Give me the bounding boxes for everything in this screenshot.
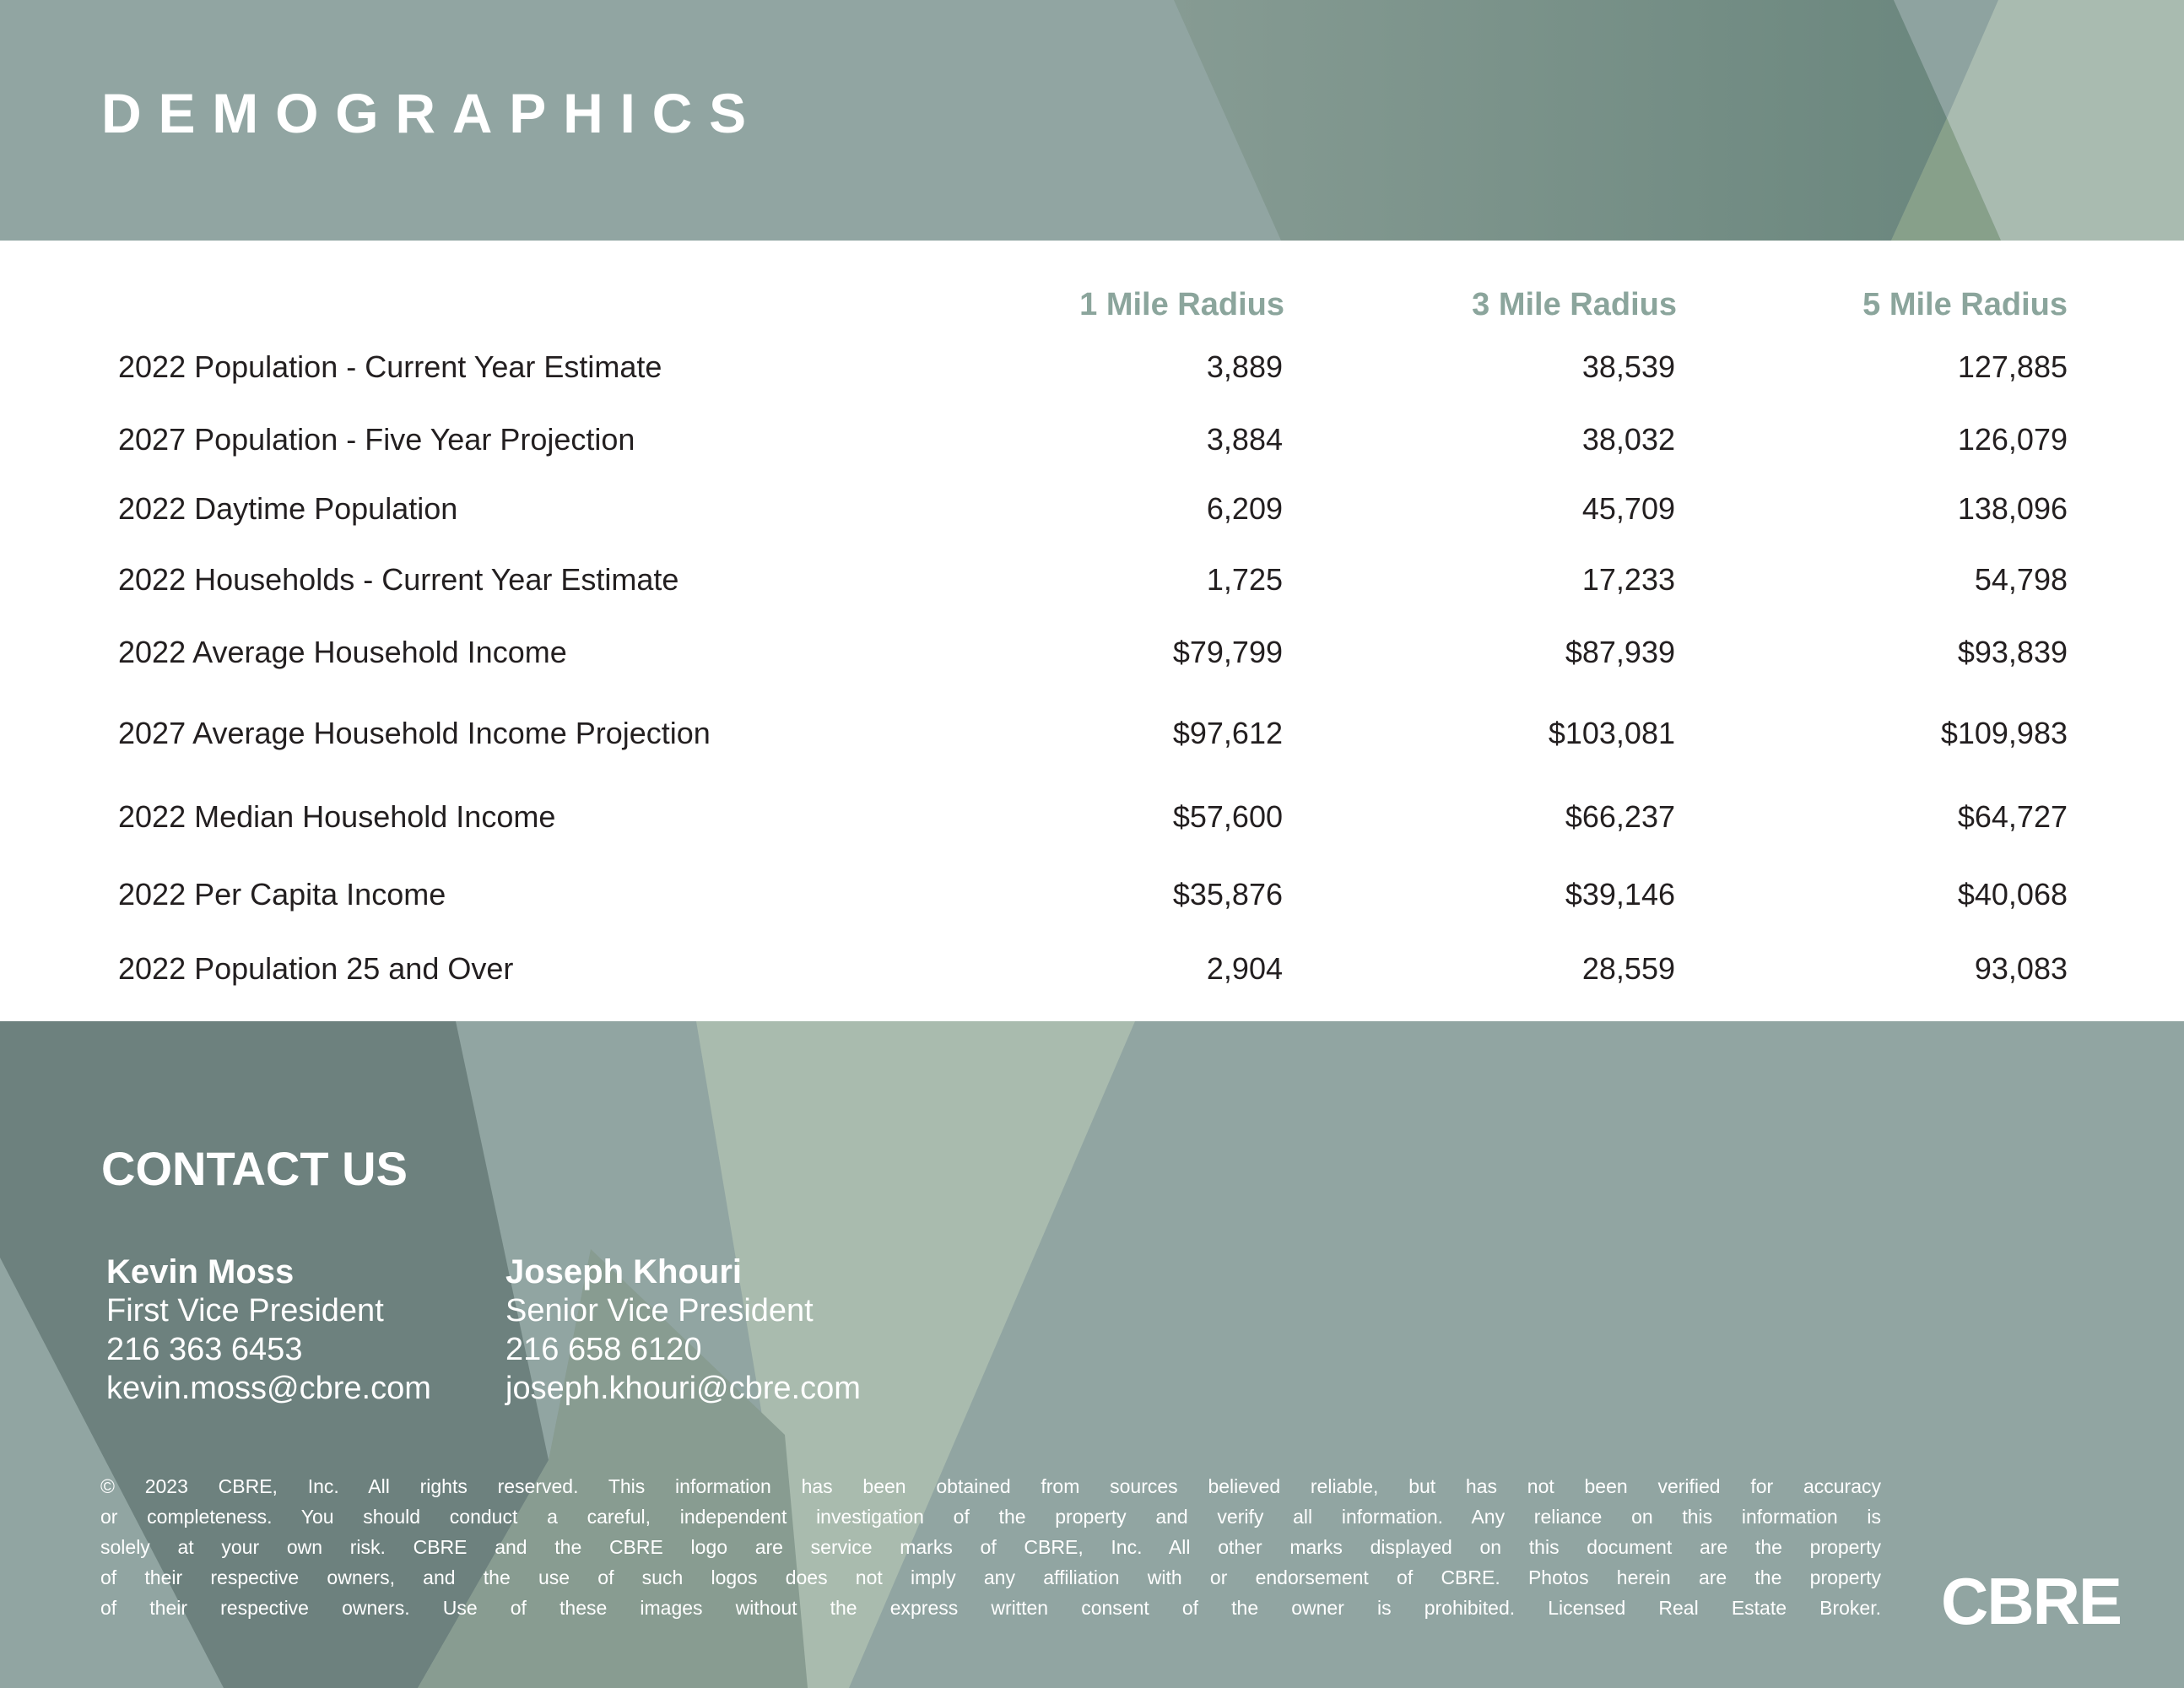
disclaimer bbox=[100, 1471, 1881, 1623]
row-value: $57,600 bbox=[1172, 799, 1283, 834]
table-row bbox=[118, 635, 2068, 677]
contact-card bbox=[505, 1252, 861, 1408]
contact-name: Joseph Khouri bbox=[505, 1253, 743, 1290]
table-row bbox=[118, 349, 2068, 392]
row-value: $35,876 bbox=[1172, 877, 1283, 912]
row-value: 127,885 bbox=[1957, 349, 2068, 384]
disclaimer-line: of their respective owners. Use of these images without the express written consent of the owner is prohibited. Licensed Real Estate Broker. bbox=[100, 1597, 1881, 1619]
row-value: 38,032 bbox=[1581, 422, 1675, 457]
row-value: $103,081 bbox=[1548, 716, 1675, 750]
contact-role: First Vice President bbox=[106, 1293, 384, 1328]
row-value: 1,725 bbox=[1206, 562, 1283, 597]
row-label: 2022 Population 25 and Over bbox=[118, 951, 514, 986]
row-label: 2022 Population - Current Year Estimate bbox=[118, 349, 662, 384]
row-value: $93,839 bbox=[1957, 635, 2068, 669]
contact-email[interactable]: joseph.khouri@cbre.com bbox=[505, 1371, 861, 1406]
row-value: 138,096 bbox=[1957, 491, 2068, 526]
row-label: 2022 Average Household Income bbox=[118, 635, 567, 669]
row-value: $87,939 bbox=[1565, 635, 1675, 669]
row-value: $79,799 bbox=[1172, 635, 1283, 669]
row-value: $109,983 bbox=[1940, 716, 2068, 750]
row-value: 126,079 bbox=[1957, 422, 2068, 457]
table-row bbox=[118, 799, 2068, 841]
row-label: 2027 Population - Five Year Projection bbox=[118, 422, 635, 457]
contact-name: Kevin Moss bbox=[106, 1253, 295, 1290]
table-row bbox=[118, 562, 2068, 604]
row-value: 45,709 bbox=[1581, 491, 1675, 526]
row-value: 2,904 bbox=[1206, 951, 1283, 986]
row-value: $39,146 bbox=[1565, 877, 1675, 912]
row-label: 2022 Median Household Income bbox=[118, 799, 556, 834]
row-value: 3,884 bbox=[1206, 422, 1283, 457]
row-label: 2022 Per Capita Income bbox=[118, 877, 446, 912]
contact-card bbox=[106, 1252, 431, 1408]
disclaimer-line: solely at your own risk. CBRE and the CBRE logo are service marks of CBRE, Inc. All other marks displayed on this document are the property bbox=[100, 1536, 1881, 1558]
cbre-logo: CBRE bbox=[1941, 1564, 2122, 1638]
column-header-1-mile: 1 Mile Radius bbox=[1079, 287, 1284, 322]
disclaimer-line: of their respective owners, and the use of such logos does not imply any affiliation with or endorsement of CBRE. Photos herein are the property bbox=[100, 1566, 1881, 1588]
row-value: $64,727 bbox=[1957, 799, 2068, 834]
row-value: 6,209 bbox=[1206, 491, 1283, 526]
contact-email[interactable]: kevin.moss@cbre.com bbox=[106, 1371, 431, 1406]
row-label: 2022 Households - Current Year Estimate bbox=[118, 562, 679, 597]
contact-role: Senior Vice President bbox=[505, 1293, 814, 1328]
disclaimer-line: or completeness. You should conduct a careful, independent investigation of the property and verify all information. Any reliance on this information is bbox=[100, 1506, 1881, 1528]
row-label: 2027 Average Household Income Projection bbox=[118, 716, 711, 750]
table-row bbox=[118, 491, 2068, 533]
row-value: 3,889 bbox=[1206, 349, 1283, 384]
table-row bbox=[118, 716, 2068, 758]
row-label: 2022 Daytime Population bbox=[118, 491, 458, 526]
row-value: $66,237 bbox=[1565, 799, 1675, 834]
row-value: 28,559 bbox=[1581, 951, 1675, 986]
contact-title: CONTACT US bbox=[101, 1142, 408, 1195]
row-value: 93,083 bbox=[1974, 951, 2068, 986]
table-row bbox=[118, 951, 2068, 993]
contact-phone[interactable]: 216 658 6120 bbox=[505, 1332, 702, 1367]
disclaimer-line: © 2023 CBRE, Inc. All rights reserved. This information has been obtained from sources believed reliable, but has not been verified for accuracy bbox=[100, 1475, 1881, 1497]
row-value: 38,539 bbox=[1581, 349, 1675, 384]
row-value: 17,233 bbox=[1581, 562, 1675, 597]
column-header-3-mile: 3 Mile Radius bbox=[1472, 287, 1677, 322]
column-header-5-mile: 5 Mile Radius bbox=[1862, 287, 2068, 322]
table-row bbox=[118, 422, 2068, 464]
contact-phone[interactable]: 216 363 6453 bbox=[106, 1332, 303, 1367]
row-value: $97,612 bbox=[1172, 716, 1283, 750]
row-value: $40,068 bbox=[1957, 877, 2068, 912]
table-row bbox=[118, 877, 2068, 919]
page-title: DEMOGRAPHICS bbox=[101, 82, 763, 144]
row-value: 54,798 bbox=[1974, 562, 2068, 597]
